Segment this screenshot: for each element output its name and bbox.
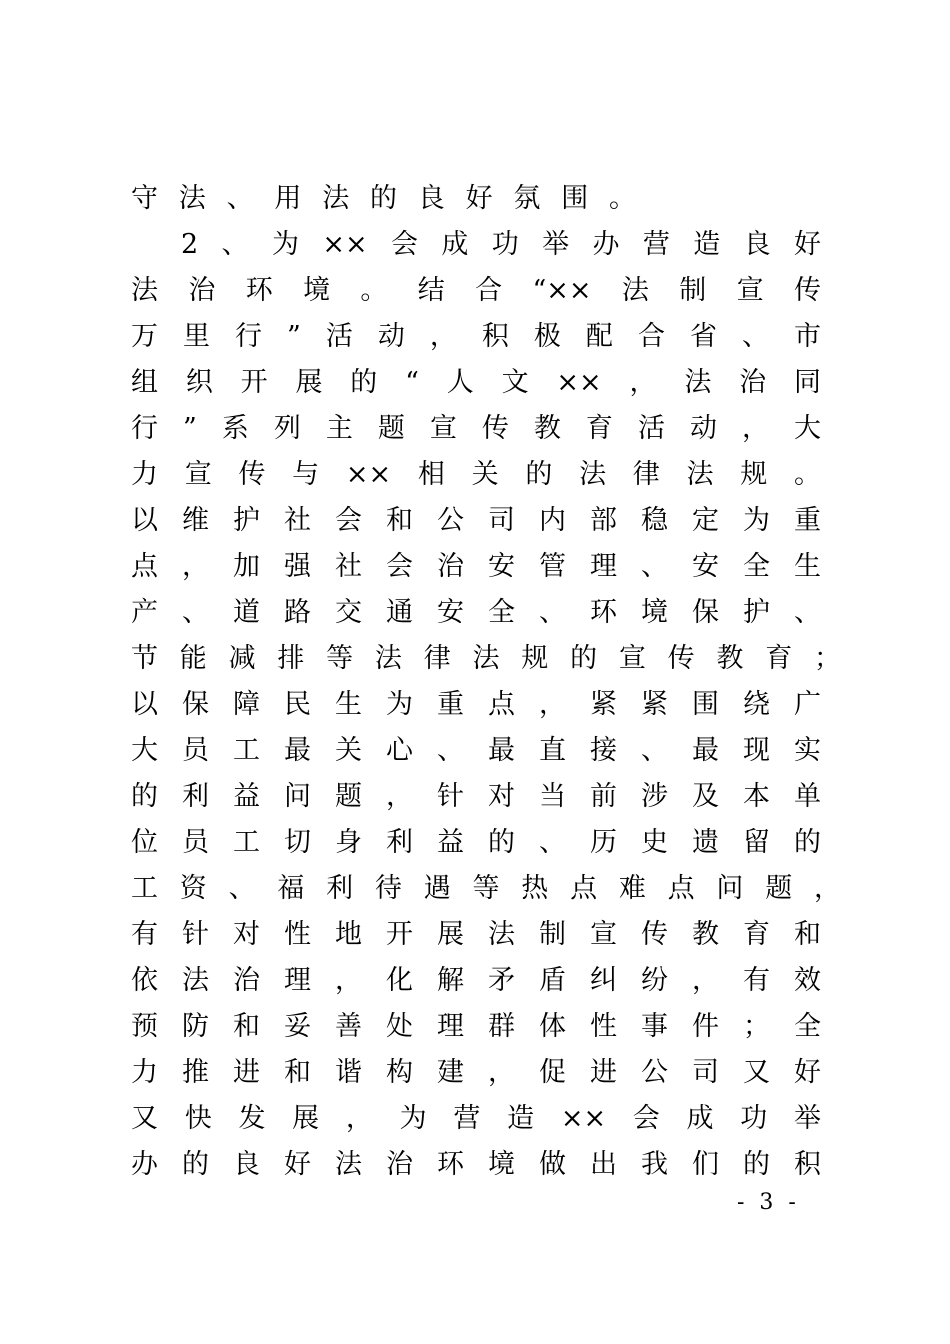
- text-line: 节能减排等法律法规的宣传教育；: [131, 643, 841, 674]
- text-line: 产、道路交通安全、环境保护、: [131, 597, 821, 628]
- text-line: 依法治理，化解矛盾纠纷，有效: [131, 965, 821, 996]
- text-line: 位员工切身利益的、历史遗留的: [131, 827, 821, 858]
- text-line: 办的良好法治环境做出我们的积: [131, 1149, 821, 1180]
- text-line: 点，加强社会治安管理、安全生: [131, 551, 821, 582]
- text-line: 力推进和谐构建，促进公司又好: [131, 1057, 821, 1088]
- text-line: 2、为××会成功举办营造良好: [181, 229, 821, 260]
- page-number: - 3 -: [737, 1190, 800, 1215]
- text-line: 有针对性地开展法制宣传教育和: [131, 919, 821, 950]
- text-line: 法治环境。结合“××法制宣传: [131, 275, 821, 306]
- text-line: 守法、用法的良好氛围。: [131, 183, 636, 214]
- text-line: 大员工最关心、最直接、最现实: [131, 735, 821, 766]
- text-line: 预防和妥善处理群体性事件；全: [131, 1011, 821, 1042]
- text-line: 以维护社会和公司内部稳定为重: [131, 505, 821, 536]
- text-line: 万里行”活动，积极配合省、市: [131, 321, 821, 352]
- text-line: 的利益问题，针对当前涉及本单: [131, 781, 821, 812]
- text-line: 组织开展的“人文××，法治同: [131, 367, 821, 398]
- text-line: 行”系列主题宣传教育活动，大: [131, 413, 821, 444]
- body-text: [131, 176, 841, 1188]
- text-line: 又快发展，为营造××会成功举: [131, 1103, 821, 1134]
- text-line: 力宣传与××相关的法律法规。: [131, 459, 821, 490]
- text-line: 工资、福利待遇等热点难点问题，: [131, 873, 841, 904]
- text-line: 以保障民生为重点，紧紧围绕广: [131, 689, 821, 720]
